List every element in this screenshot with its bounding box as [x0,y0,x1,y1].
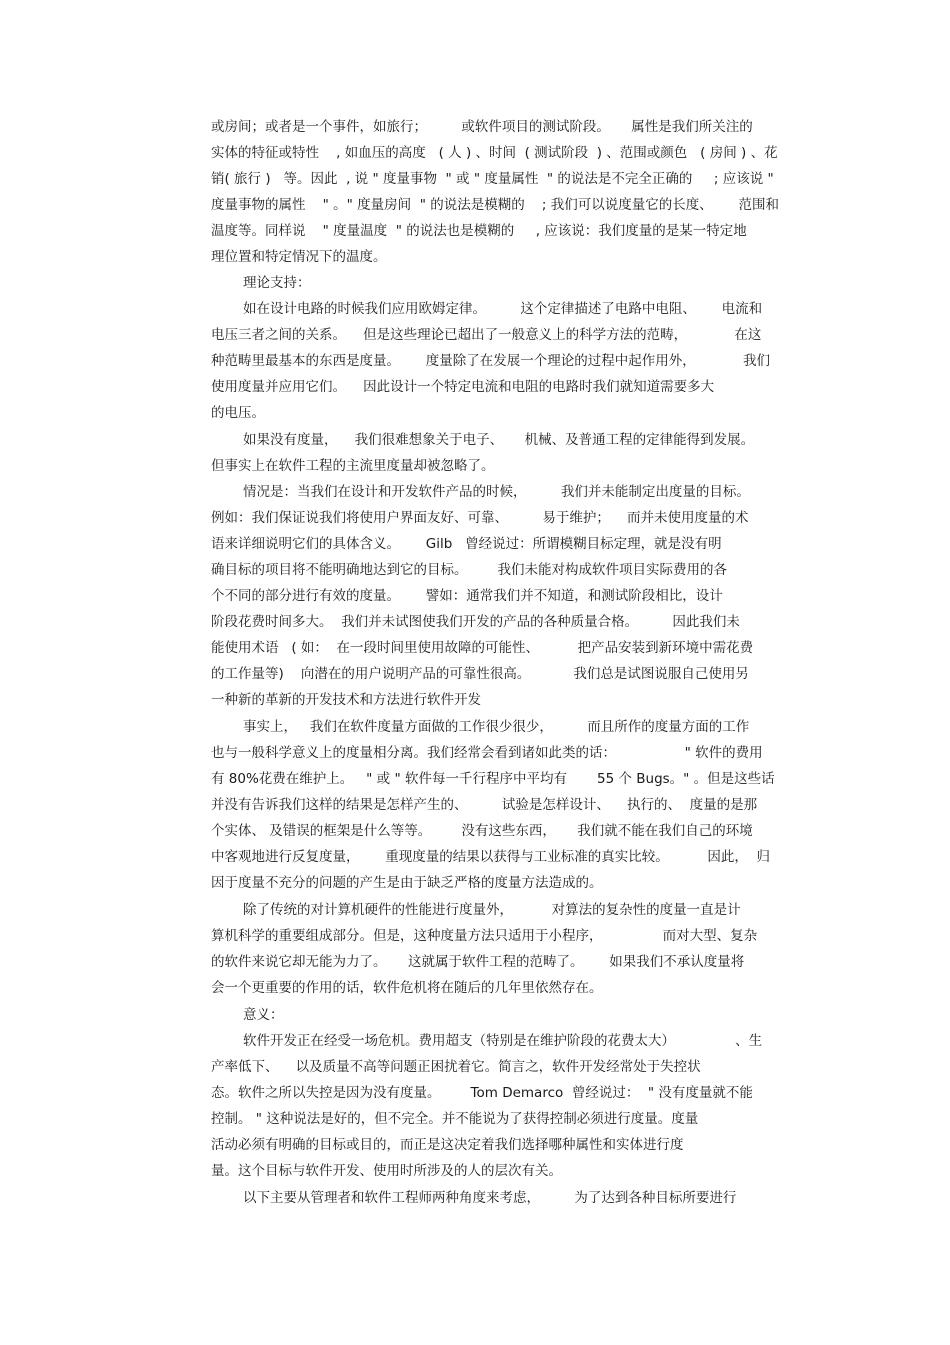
text-line: 活动必须有明确的目标或目的，而正是这决定着我们选择哪种属性和实体进行度 [211,1137,684,1153]
text-line: 阶段花费时间多大。 我们并未试图使我们开发的产品的各种质量合格。 因此我们未 [211,614,740,630]
text-line: 电压三者之间的关系。 但是这些理论已超出了一般意义上的科学方法的范畴， 在这 [211,327,762,343]
text-line: 事实上， 我们在软件度量方面做的工作很少很少， 而且所作的度量方面的工作 [243,719,750,735]
text-line: 温度等。同样说 " 度量温度 " 的说法也是模糊的 , 应该说：我们度量的是某一特定地 [211,223,747,239]
text-line: 如果没有度量， 我们很难想象关于电子、 机械、及普通工程的定律能得到发展。 [243,432,755,448]
text-line: 有 80%花费在维护上。 " 或 " 软件每一千行程序中平均有 55 个 Bugs。" 。但是这些话 [211,771,775,787]
text-line: 态。软件之所以失控是因为没有度量。 Tom Demarco 曾经说过： " 没有度量就不能 [211,1085,753,1101]
text-line: 产率低下、 以及质量不高等问题正困扰着它。简言之，软件开发经常处于失控状 [211,1059,701,1075]
text-line: 或房间；或者是一个事件，如旅行； 或软件项目的测试阶段。 属性是我们所关注的 [211,119,753,135]
text-line: 量。这个目标与软件开发、使用时所涉及的人的层次有关。 [211,1163,562,1179]
text-line: 因于度量不充分的问题的产生是由于缺乏严格的度量方法造成的。 [211,875,603,891]
text-line: 确目标的项目将不能明确地达到它的目标。 我们未能对构成软件项目实际费用的各 [211,562,728,578]
text-line: 会一个更重要的作用的话，软件危机将在随后的几年里依然存在。 [211,980,603,996]
text-line: 算机科学的重要组成部分。但是，这种度量方法只适用于小程序， 而对大型、复杂 [211,928,758,944]
text-line: 控制。 " 这种说法是好的，但不完全。并不能说为了获得控制必须进行度量。度量 [211,1111,699,1127]
text-line: 实体的特征或特性 , 如血压的高度 ( 人 ) 、时间 ( 测试阶段 ) 、范围或颜色 ( 房间 ) 、花 [211,145,778,161]
text-line: 也与一般科学意义上的度量相分离。我们经常会看到诸如此类的话： " 软件的费用 [211,745,763,761]
text-line: 销( 旅行 ) 等。因此 , 说 " 度量事物 " 或 " 度量属性 " 的说法是不完全正确的 ; 应该说 " [211,171,774,187]
text-line: 中客观地进行反复度量， 重现度量的结果以获得与工业标准的真实比较。 因此， 归 [211,849,770,865]
text-line: 一种新的革新的开发技术和方法进行软件开发 [211,692,481,708]
text-line: 以下主要从管理者和软件工程师两种角度来考虑， 为了达到各种目标所要进行 [243,1190,737,1206]
text-line: 软件开发正在经受一场危机。费用超支（特别是在维护阶段的花费太大） 、生 [243,1033,763,1049]
text-line: 但事实上在软件工程的主流里度量却被忽略了。 [211,458,495,474]
text-line: 能使用术语 ( 如： 在一段时间里使用故障的可能性、 把产品安装到新环境中需花费 [211,640,754,656]
text-line: 的软件来说它却无能为力了。 这就属于软件工程的范畴了。 如果我们不承认度量将 [211,954,745,970]
text-line: 使用度量并应用它们。 因此设计一个特定电流和电阻的电路时我们就知道需要多大 [211,379,715,395]
text-line: 的电压。 [211,405,265,421]
text-line: 理位置和特定情况下的温度。 [211,249,387,265]
text-line: 种范畴里最基本的东西是度量。 度量除了在发展一个理论的过程中起作用外， 我们 [211,353,770,369]
text-line: 除了传统的对计算机硬件的性能进行度量外， 对算法的复杂性的度量一直是计 [243,902,741,918]
text-line: 如在设计电路的时候我们应用欧姆定律。 这个定律描述了电路中电阻、 电流和 [243,301,763,317]
text-line: 情况是：当我们在设计和开发软件产品的时候， 我们并未能制定出度量的目标。 [243,484,750,500]
text-line: 例如：我们保证说我们将使用户界面友好、可靠、 易于维护； 而并未使用度量的术 [211,510,749,526]
text-line: 个不同的部分进行有效的度量。 譬如：通常我们并不知道，和测试阶段相比，设计 [211,588,723,604]
section-heading: 意义： [243,1007,284,1023]
text-line: 语来详细说明它们的具体含义。 Gilb 曾经说过：所谓模糊目标定理，就是没有明 [211,536,722,552]
text-line: 的工作量等) 向潜在的用户说明产品的可靠性很高。 我们总是试图说服自己使用另 [211,666,749,682]
text-line: 并没有告诉我们这样的结果是怎样产生的、 试验是怎样设计、 执行的、 度量的是那 [211,797,758,813]
text-line: 度量事物的属性 " 。" 度量房间 " 的说法是模糊的 ; 我们可以说度量它的长度、 范围和 [211,197,780,213]
text-line: 个实体、 及错误的框架是什么等等。 没有这些东西， 我们就不能在我们自己的环境 [211,823,753,839]
section-heading: 理论支持： [243,275,311,291]
